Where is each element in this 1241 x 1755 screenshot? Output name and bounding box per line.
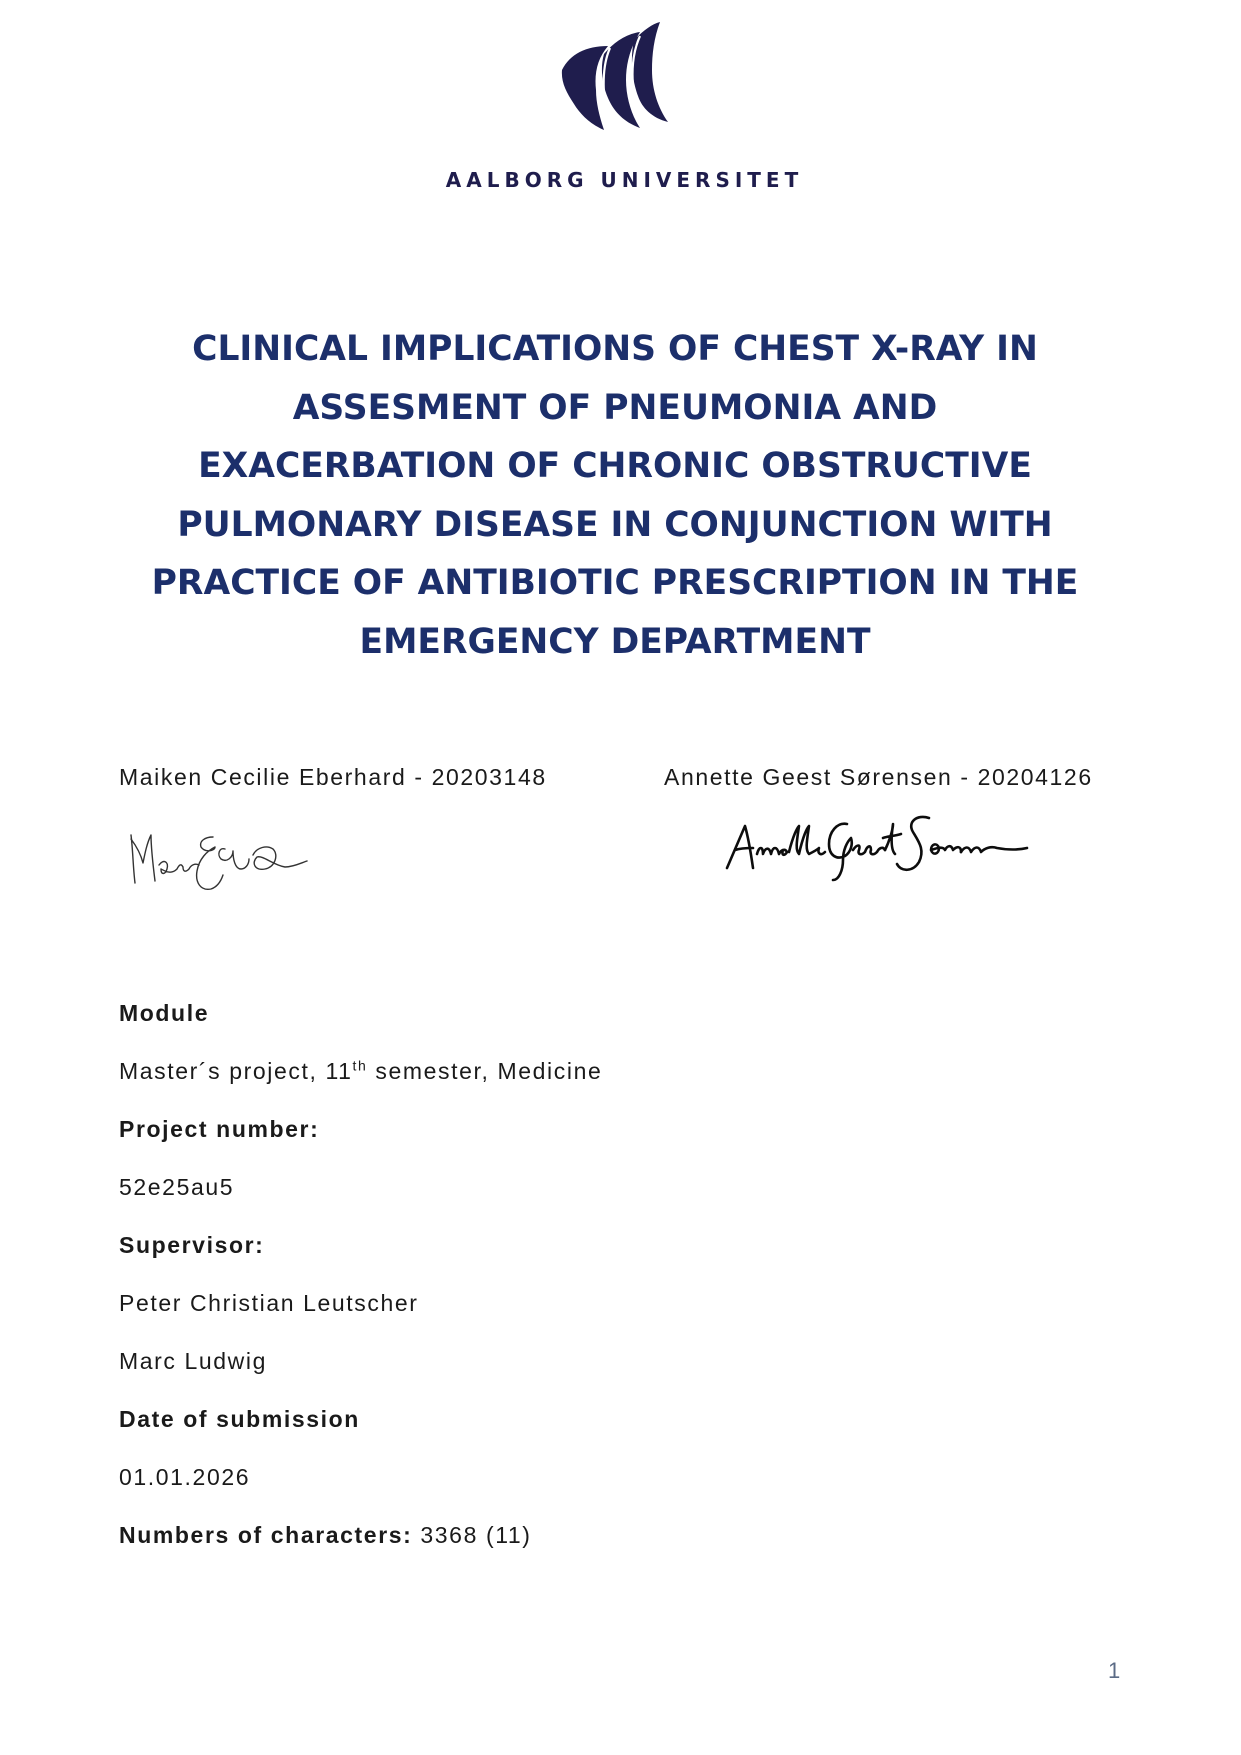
page-number: 1: [1108, 1658, 1121, 1683]
characters-label: Numbers of characters:: [119, 1522, 413, 1548]
title-line: CLINICAL IMPLICATIONS OF CHEST X-RAY IN: [192, 329, 1038, 369]
characters-value: 3368 (11): [412, 1522, 532, 1548]
supervisor-label: Supervisor:: [119, 1232, 265, 1258]
author-1: Maiken Cecilie Eberhard - 20203148: [119, 764, 547, 790]
title-line: EMERGENCY DEPARTMENT: [359, 621, 871, 662]
title-line: EXACERBATION OF CHRONIC OBSTRUCTIVE: [198, 446, 1032, 486]
module-value: [119, 1058, 602, 1085]
title-line: PRACTICE OF ANTIBIOTIC PRESCRIPTION IN THE: [151, 563, 1079, 603]
signature-author-2-icon: [725, 810, 1030, 890]
author-2: Annette Geest Sørensen - 20204126: [664, 764, 1093, 790]
thesis-title: [150, 320, 1080, 671]
module-value-suffix: semester, Medicine: [367, 1058, 603, 1084]
supervisor-name: Marc Ludwig: [119, 1348, 267, 1374]
aalborg-university-logo-icon: [560, 18, 670, 136]
project-number-label: Project number:: [119, 1116, 320, 1142]
signature-author-1-icon: [125, 825, 320, 910]
characters-line: [119, 1522, 532, 1549]
module-value-superscript: th: [352, 1057, 368, 1074]
university-name: AALBORG UNIVERSITET: [445, 168, 804, 192]
title-line: PULMONARY DISEASE IN CONJUNCTION WITH: [177, 504, 1053, 545]
supervisor-name: Peter Christian Leutscher: [119, 1290, 419, 1316]
date-label: Date of submission: [119, 1406, 360, 1432]
date-value: 01.01.2026: [119, 1464, 251, 1490]
title-line: ASSESMENT OF PNEUMONIA AND: [292, 387, 938, 428]
module-label: Module: [119, 1000, 210, 1026]
module-value-prefix: Master´s project, 11: [119, 1058, 353, 1084]
project-number-value: 52e25au5: [119, 1174, 235, 1200]
